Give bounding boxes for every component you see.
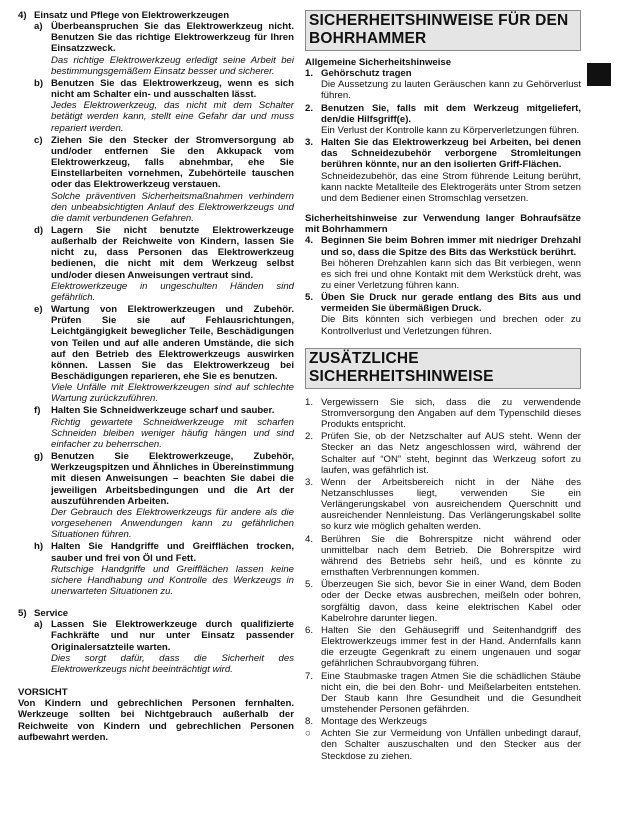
item-number: 1. (305, 68, 314, 80)
item-text: Berühren Sie die Bohrerspitze nicht während oder unmittelbar nach dem Betrieb. Die Bohrerspitze wird während des Betriebs sehr heiß, und es könnte zu ernsthaften Verbrennungen kommen. (321, 533, 581, 579)
item-number: 7. (305, 670, 314, 682)
right-column (305, 10, 581, 763)
item-number: ○ (305, 728, 311, 740)
vorsicht-title: VORSICHT (18, 687, 68, 699)
item-explanation: Schneidezubehör, das eine Strom führende Leitung berührt, kann nackte Metallteile des Elektrogeräts unter Strom setzen und dem Bediener einen Stromschlag versetzen. (321, 170, 581, 204)
item-text: Montage des Werkzeugs (321, 716, 427, 728)
item-explanation: Die Bits könnten sich verbiegen und brechen oder zu Kontrollverlust und Verletzungen führen. (321, 314, 581, 337)
list-item (18, 451, 294, 540)
item-letter: b) (34, 77, 44, 89)
item-instruction: Benutzen Sie, falls mit dem Werkzeug mitgeliefert, den/die Hilfsgriff(e). (321, 102, 581, 125)
list-item (18, 135, 294, 224)
item-text: Wenn der Arbeitsbereich nicht in der Nähe des Netzanschlusses liegt, verwenden Sie ein Verlängerungskabel von ausreichendem Querschnitt und ausreichender Nennleistung. Das Verlängerungskabel sollte so kurz wie möglich gehalten werden. (321, 476, 581, 533)
item-number: 8. (305, 716, 314, 728)
item-number: 5. (305, 292, 314, 304)
item-instruction: Halten Sie Schneidwerkzeuge scharf und sauber. (51, 405, 275, 417)
list-item (305, 431, 581, 476)
long-bits-items (305, 235, 581, 336)
item-number: 3. (305, 137, 314, 149)
item-instruction: Lagern Sie nicht benutzte Elektrowerkzeuge außerhalb der Reichweite von Kindern, lassen Sie nicht zu, dass Personen das Elektrowerkzeug bedienen, die nicht mit dem Werkzeug selbst und/oder diesen Anweisungen vertraut sind. (51, 224, 294, 281)
item-letter: e) (34, 304, 43, 316)
item-letter: f) (34, 405, 41, 417)
item-letter: c) (34, 134, 43, 146)
list-item (305, 397, 581, 430)
list-item (305, 137, 581, 204)
list-item (305, 625, 581, 670)
item-explanation: Ein Verlust der Kontrolle kann zu Körperverletzungen führen. (321, 124, 580, 136)
item-number: 4. (305, 533, 314, 545)
list-item (305, 477, 581, 533)
item-text: Vergewissern Sie sich, dass die zu verwendende Stromversorgung den Angaben auf dem Typenschild dieses Produkts entspricht. (321, 396, 581, 431)
list-item (305, 579, 581, 624)
item-number: 3. (305, 476, 314, 488)
list-item (305, 235, 581, 291)
language-tab-marker (587, 63, 611, 86)
item-number: 6. (305, 624, 314, 636)
extra-items (305, 397, 581, 762)
list-item (18, 225, 294, 303)
list-item (305, 671, 581, 716)
item-instruction: Beginnen Sie beim Bohren immer mit niedriger Drehzahl und so, dass die Spitze des Bits das Werkstück berührt. (321, 235, 581, 258)
item-number: 5. (305, 579, 314, 591)
item-letter: g) (34, 451, 44, 463)
item-explanation: Der Gebrauch des Elektrowerkzeugs für andere als die vorgesehenen Anwendungen kann zu gefährlichen Situationen führen. (51, 506, 294, 541)
item-number: 2. (305, 431, 314, 443)
item-explanation: Richtig gewartete Schneidwerkzeuge mit scharfen Schneiden bleiben weniger häufig hängen und sind einfacher zu beherrschen. (51, 416, 294, 450)
item-letter: d) (34, 224, 44, 236)
list-item (305, 728, 581, 761)
long-bits-title: Sicherheitshinweise zur Verwendung langer Bohraufsätze mit Bohrhammern (305, 213, 581, 236)
item-explanation: Dies sorgt dafür, dass die Sicherheit des Elektrowerkzeugs nicht beeinträchtigt wird. (51, 652, 294, 675)
list-item (305, 68, 581, 101)
list-item (305, 292, 581, 337)
item-text: Prüfen Sie, ob der Netzschalter auf AUS steht. Wenn der Stecker an das Netz angeschlossen wird, während der Schalter auf “ON” steht, beginnt das Werkzeug sofort zu laufen, was gefährlich ist. (321, 431, 581, 476)
section-5-items (18, 619, 294, 675)
item-instruction: Wartung von Elektrowerkzeugen und Zubehör. Prüfen Sie sie auf Fehlausrichtungen, Leichtgängigkeit beweglicher Teile, Beschädigungen von Teilen und auf alle anderen Umstände, die sich auf den Betrieb des Elektrowerkzeugs auswirken können. Lassen Sie das Elektrowerkzeug bei Beschädigungen reparieren, ehe Sie es benutzen. (51, 304, 294, 382)
item-instruction: Ziehen Sie den Stecker der Stromversorgung ab und/oder entfernen Sie den Akkupack vom Elektrowerkzeug, falls abnehmbar, ehe Sie Einstellarbeiten vornehmen, Zubehörteile tauschen oder das Elektrowerkzeug verstauen. (51, 134, 294, 191)
item-instruction: Üben Sie Druck nur gerade entlang des Bits aus und vermeiden Sie übermäßigen Druck. (321, 292, 581, 315)
item-text: Überzeugen Sie sich, bevor Sie in einer Wand, dem Boden oder der Decke etwas ausbrechen, meißeln oder bohren, sorgfältig davon, dass keine elektrischen Kabel oder Kabelrohre darunter liegen. (321, 579, 581, 624)
section-4-heading (18, 10, 294, 21)
item-letter: a) (34, 619, 43, 631)
section-number: 5) (18, 608, 27, 620)
item-explanation: Rutschige Handgriffe und Greifflächen lassen keine sichere Handhabung und Kontrolle des Werkzeugs in unerwarteten Situationen zu. (51, 563, 294, 597)
item-instruction: Lassen Sie Elektrowerkzeuge durch qualifizierte Fachkräfte und nur unter Einsatz passender Originalersatzteile warten. (51, 619, 294, 653)
header-zusaetzliche: ZUSÄTZLICHE SICHERHEITSHINWEISE (305, 348, 581, 389)
item-explanation: Solche präventiven Sicherheitsmaßnahmen verhindern den unbeabsichtigten Anlauf des Elektrowerkzeugs und die damit verbundenen Gefahren. (51, 190, 294, 224)
general-title: Allgemeine Sicherheitshinweise (305, 57, 452, 68)
list-item (18, 405, 294, 450)
item-explanation: Jedes Elektrowerkzeug, das nicht mit dem Schalter betätigt werden kann, stellt eine Gefahr dar und muss repariert werden. (51, 100, 294, 134)
item-text: Achten Sie zur Vermeidung von Unfällen unbedingt darauf, den Schalter auszuschalten und den Stecker aus der Steckdose zu ziehen. (321, 728, 581, 762)
list-item (18, 541, 294, 597)
item-instruction: Halten Sie das Elektrowerkzeug bei Arbeiten, bei denen das Schneidezubehör verborgene Stromleitungen berühren könnte, nur an den isolierten Griff-Flächen. (321, 137, 581, 171)
list-item (18, 78, 294, 134)
header-bohrhammer: SICHERHEITSHINWEISE FÜR DEN BOHRHAMMER (305, 10, 581, 51)
section-number: 4) (18, 10, 27, 21)
item-explanation: Das richtige Elektrowerkzeug erledigt seine Arbeit bei bestimmungsgemäßem Einsatz besser und sicherer. (51, 54, 294, 77)
section-title: Service (34, 608, 69, 620)
item-instruction: Gehörschutz tragen (321, 68, 412, 80)
item-text: Halten Sie den Gehäusegriff und Seitenhandgriff des Elektrowerkzeugs immer fest in der Hand. Andernfalls kann die erzeugte Gegenkraft zu einem ungenauen und sogar gefährlichen Schraubvorgang führen. (321, 624, 581, 670)
list-item (305, 103, 581, 136)
item-number: 1. (305, 396, 314, 408)
item-explanation: Viele Unfälle mit Elektrowerkzeugen sind auf schlechte Wartung zurückzuführen. (51, 382, 294, 405)
item-explanation: Elektrowerkzeuge in ungeschulten Händen sind gefährlich. (51, 280, 294, 303)
section-5-heading (18, 608, 294, 619)
left-column (18, 10, 294, 743)
section-4-items (18, 21, 294, 597)
item-letter: a) (34, 21, 43, 33)
item-explanation: Bei höheren Drehzahlen kann sich das Bit verbiegen, wenn es sich frei und ohne Kontakt mit dem Werkstück dreht, was zu einer Verletzung führen kann. (321, 257, 581, 291)
item-number: 4. (305, 235, 314, 247)
item-instruction: Halten Sie Handgriffe und Greifflächen trocken, sauber und frei von Öl und Fett. (51, 541, 294, 564)
item-instruction: Überbeanspruchen Sie das Elektrowerkzeug nicht. Benutzen Sie das richtige Elektrowerkzeug für Ihren Einsatzzweck. (51, 21, 294, 55)
list-item (18, 304, 294, 404)
item-instruction: Benutzen Sie Elektrowerkzeuge, Zubehör, Werkzeugspitzen und Ähnliches in Übereinstimmung mit diesen Anweisungen – beachten Sie dabei die jeweiligen Arbeitsbedingungen und die Art der auszuführenden Arbeiten. (51, 451, 294, 507)
list-item (18, 21, 294, 77)
list-item (305, 534, 581, 579)
item-number: 2. (305, 102, 314, 114)
list-item (305, 716, 581, 727)
list-item (18, 619, 294, 675)
vorsicht-text: Von Kindern und gebrechlichen Personen fernhalten. Werkzeuge sollten bei Nichtgebrauch außerhalb der Reichweite von Kindern und gebrechlichen Personen aufbewahrt werden. (18, 698, 294, 743)
general-items (305, 68, 581, 204)
item-instruction: Benutzen Sie das Elektrowerkzeug, wenn es sich nicht am Schalter ein- und ausschalten lässt. (51, 77, 294, 101)
section-title: Einsatz und Pflege von Elektrowerkzeugen (34, 10, 230, 21)
item-letter: h) (34, 541, 44, 553)
item-text: Eine Staubmaske tragen Atmen Sie die schädlichen Stäube nicht ein, die bei den Bohr- und Meißelarbeiten entstehen. Der Staub kann Ihre Gesundheit und die Gesundheit umstehender Personen gefährden. (321, 670, 581, 715)
item-explanation: Die Aussetzung zu lauten Geräuschen kann zu Gehörverlust führen. (321, 79, 581, 102)
